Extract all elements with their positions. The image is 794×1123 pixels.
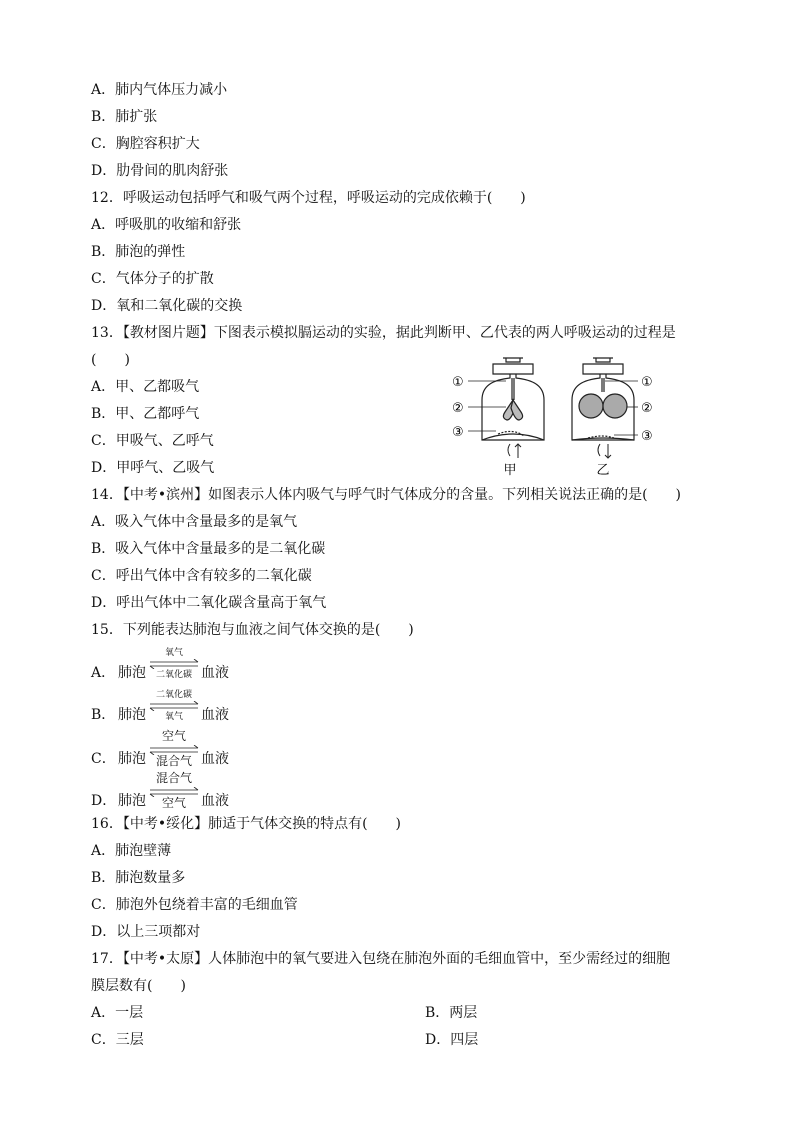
label-jia: 甲 — [503, 463, 517, 478]
blood-label: 血液 — [201, 665, 229, 681]
question-15: 15．下列能表达肺泡与血液之间气体交换的是( ) — [91, 622, 414, 638]
q17-option-a: A．一层 — [91, 1005, 144, 1021]
option-b: B．肺扩张 — [91, 109, 158, 125]
q17-option-d: D．四层 — [425, 1032, 479, 1048]
alveolus-label: 肺泡 — [118, 751, 146, 767]
pull-arrows-jia — [508, 444, 521, 458]
option-a: A．肺内气体压力减小 — [91, 82, 228, 98]
arrow-bottom-label: 二氧化碳 — [155, 670, 192, 680]
blood-label: 血液 — [201, 793, 229, 809]
label-yi: 乙 — [596, 463, 610, 478]
q12-option-a: A．呼吸肌的收缩和舒张 — [91, 217, 242, 233]
bottle-jia — [482, 358, 544, 440]
q15-option-a — [91, 648, 311, 688]
alveolus-label: 肺泡 — [118, 665, 146, 681]
q17-option-c: C．三层 — [91, 1032, 144, 1048]
question-16: 16．【中考•绥化】肺适于气体交换的特点有( ) — [91, 816, 401, 832]
q12-option-d: D．氧和二氧化碳的交换 — [91, 298, 243, 314]
q14-option-b: B．吸入气体中含量最多的是二氧化碳 — [91, 541, 326, 557]
bottle-yi — [572, 358, 634, 440]
q14-option-c: C．呼出气体中含有较多的二氧化碳 — [91, 568, 312, 584]
q15-option-b — [91, 690, 311, 730]
arrow-top-label: 氧气 — [164, 648, 183, 658]
option-letter: A． — [91, 665, 116, 681]
q12-option-b: B．肺泡的弹性 — [91, 244, 186, 260]
alveolus-label: 肺泡 — [118, 707, 146, 723]
exchange-arrows-icon — [148, 659, 200, 669]
q15-option-d — [91, 771, 311, 816]
marker-1-yi: ① — [641, 375, 653, 390]
alveolus-label: 肺泡 — [118, 793, 146, 809]
q15-option-c — [91, 729, 311, 774]
question-13: 13．【教材图片题】下图表示模拟膈运动的实验，据此判断甲、乙代表的两人呼吸运动的过程是 — [91, 325, 676, 341]
q13-option-b: B．甲、乙都呼气 — [91, 406, 200, 422]
arrow-bottom-label: 空气 — [161, 796, 186, 810]
push-arrows-yi — [598, 444, 611, 458]
q16-option-d: D．以上三项都对 — [91, 924, 201, 940]
exchange-arrows-icon — [148, 701, 200, 711]
question-13-paren: ( ) — [91, 352, 130, 368]
arrow-bottom-label: 混合气 — [155, 754, 192, 768]
q16-option-b: B．肺泡数量多 — [91, 870, 186, 886]
q12-option-c: C．气体分子的扩散 — [91, 271, 214, 287]
marker-3-jia: ③ — [452, 425, 464, 440]
q13-option-d: D．甲呼气、乙吸气 — [91, 460, 215, 476]
arrow-top-label: 二氧化碳 — [155, 690, 192, 700]
q14-option-a: A．吸入气体中含量最多的是氧气 — [91, 514, 298, 530]
q17-option-b: B．两层 — [425, 1005, 478, 1021]
q13-option-c: C．甲吸气、乙呼气 — [91, 433, 214, 449]
diaphragm-model-diagram — [448, 350, 688, 480]
blood-label: 血液 — [201, 751, 229, 767]
question-14: 14．【中考•滨州】如图表示人体内吸气与呼气时气体成分的含量。下列相关说法正确的是( ) — [91, 487, 681, 503]
arrow-top-label: 空气 — [161, 729, 186, 743]
question-17: 17．【中考•太原】人体肺泡中的氧气要进入包绕在肺泡外面的毛细血管中，至少需经过的细胞 — [91, 951, 671, 967]
option-letter: B． — [91, 707, 116, 723]
marker-3-yi: ③ — [641, 429, 653, 444]
q14-option-d: D．呼出气体中二氧化碳含量高于氧气 — [91, 595, 327, 611]
marker-2-yi: ② — [641, 401, 653, 416]
marker-2-jia: ② — [452, 401, 464, 416]
marker-1-jia: ① — [452, 375, 464, 390]
q16-option-c: C．肺泡外包绕着丰富的毛细血管 — [91, 897, 298, 913]
blood-label: 血液 — [201, 707, 229, 723]
q13-option-a: A．甲、乙都吸气 — [91, 379, 200, 395]
option-letter: D． — [91, 793, 117, 809]
option-c: C．胸腔容积扩大 — [91, 136, 200, 152]
option-letter: C． — [91, 751, 116, 767]
arrow-bottom-label: 氧气 — [164, 712, 183, 722]
arrow-top-label: 混合气 — [155, 771, 192, 785]
question-12: 12．呼吸运动包括呼气和吸气两个过程，呼吸运动的完成依赖于( ) — [91, 190, 526, 206]
q16-option-a: A．肺泡壁薄 — [91, 843, 172, 859]
question-17-cont: 膜层数有( ) — [91, 978, 186, 994]
option-d: D．肋骨间的肌肉舒张 — [91, 163, 229, 179]
